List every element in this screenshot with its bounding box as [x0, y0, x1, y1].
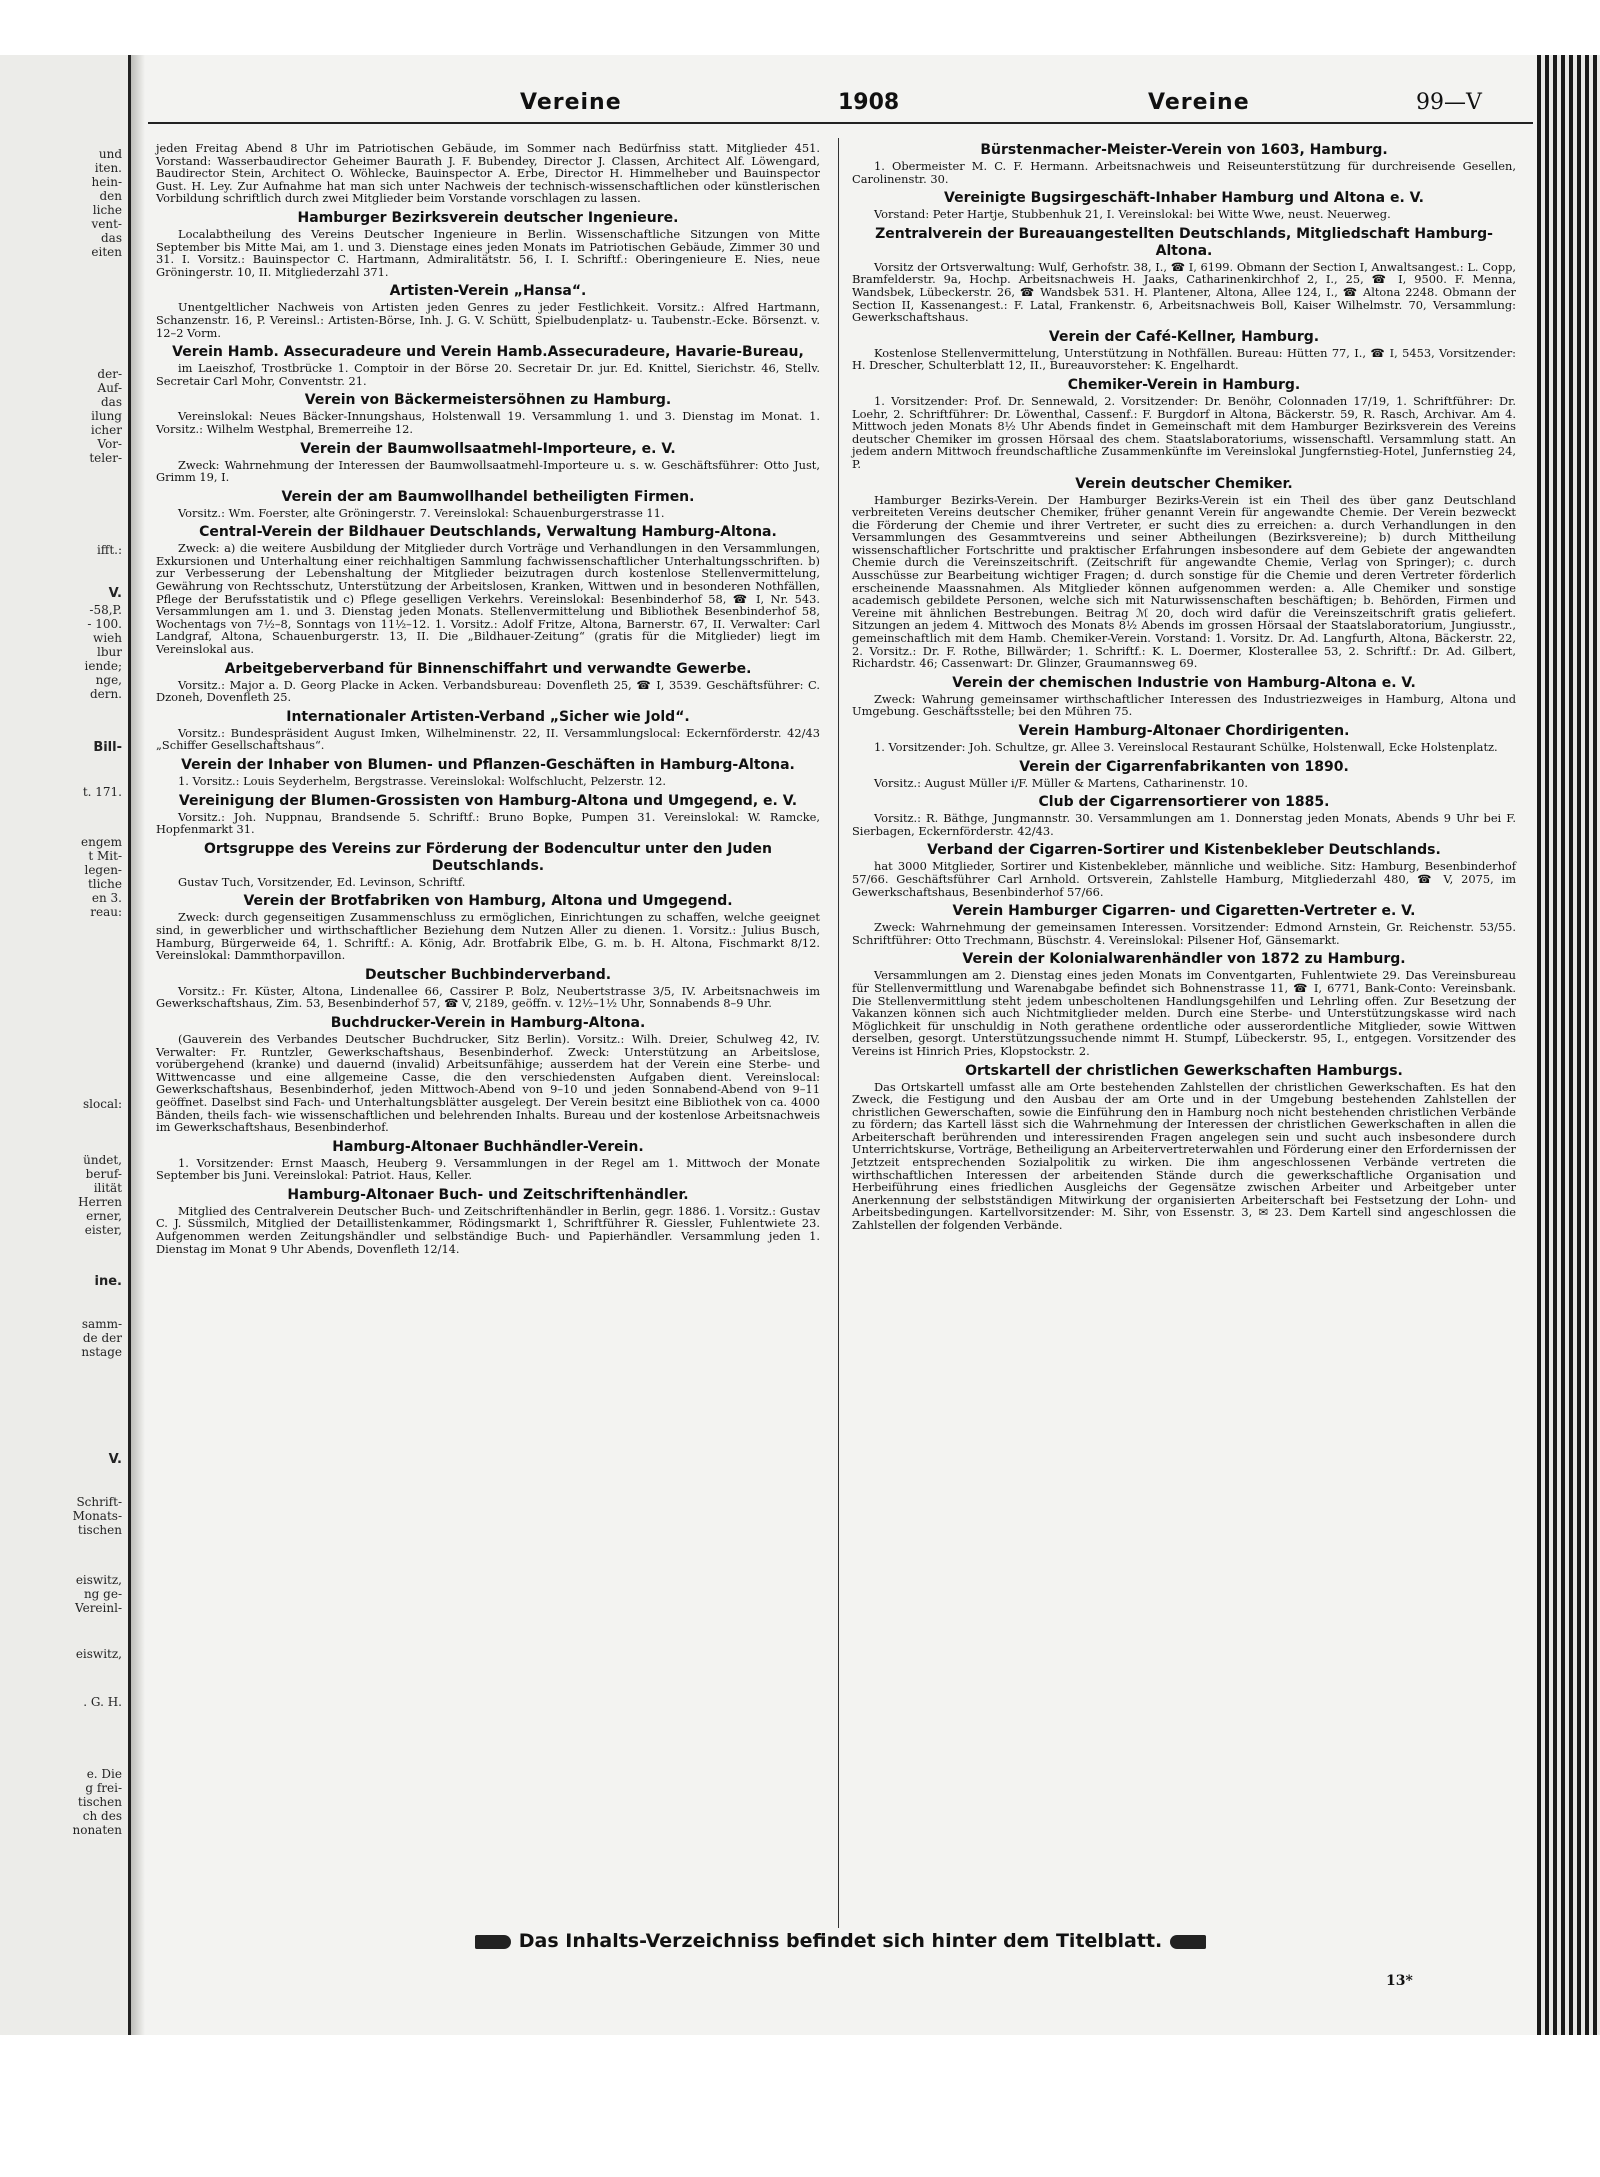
- previous-page-edge: [0, 55, 131, 2035]
- association-entry: [852, 377, 1516, 471]
- cut-off-text-fragment: ng ge-: [83, 1587, 122, 1601]
- association-name: Deutscher Buchbinderverband.: [364, 966, 612, 983]
- cut-off-text-fragment: V.: [108, 586, 122, 601]
- column-divider: [838, 138, 839, 1928]
- pointing-hand-left-icon: [1170, 1935, 1206, 1949]
- association-entry: [156, 661, 820, 704]
- association-entry: [852, 329, 1516, 372]
- cut-off-text-fragment: t. 171.: [82, 785, 122, 799]
- cut-off-text-fragment: V.: [108, 1452, 122, 1467]
- footer-notice-text: Das Inhalts-Verzeichniss befindet sich hinter dem Titelblatt.: [518, 1930, 1163, 1952]
- cut-off-text-fragment: teler-: [89, 451, 122, 465]
- association-name: Hamburg-Altonaer Buchhändler-Verein.: [332, 1138, 644, 1155]
- association-entry: [156, 210, 820, 278]
- cut-off-text-fragment: nonaten: [72, 1823, 122, 1837]
- association-details: 1. Vorsitzender: Ernst Maasch, Heuberg 9. Versammlungen in der Regel am 1. Mittwoch der Monate September bis Juni. Vereinslokal: Patriot. Haus, Keller.: [156, 1155, 820, 1183]
- association-name: Verein der Café-Kellner, Hamburg.: [1048, 328, 1320, 345]
- cut-off-text-fragment: lbur: [97, 645, 122, 659]
- association-details: Zweck: Wahrung gemeinsamer wirthschaftlicher Interessen des Industriezweiges in Hamburg, Altona und Umgebung. Geschäftsstelle; bei den Mühren 75.: [852, 691, 1516, 719]
- running-header: [148, 88, 1533, 124]
- cut-off-text-fragment: Schrift-: [76, 1495, 122, 1509]
- association-entry: [156, 142, 820, 205]
- cut-off-text-fragment: Herren: [78, 1195, 122, 1209]
- association-entry: [852, 842, 1516, 898]
- association-entry: [156, 893, 820, 961]
- cut-off-text-fragment: Vor-: [97, 437, 122, 451]
- association-name: Hamburg-Altonaer Buch- und Zeitschriftenhändler.: [287, 1186, 689, 1203]
- association-name: Hamburger Bezirksverein deutscher Ingenieure.: [297, 209, 679, 226]
- cut-off-text-fragment: vent-: [91, 217, 122, 231]
- cut-off-text-fragment: Monats-: [72, 1509, 122, 1523]
- cut-off-text-fragment: ündet,: [83, 1153, 122, 1167]
- association-details: Unentgeltlicher Nachweis von Artisten jeden Genres zu jeder Festlichkeit. Vorsitz.: Alfred Hartmann, Schanzenstr. 16, P. Vereinsl.: Artisten-Börse, Inh. J. G. V. Schütt, Spielbudenplatz- u. Taubenstr.-Ecke. Börsenzt. v. 12–2 Vorm.: [156, 300, 820, 340]
- association-details: Vorsitz.: Fr. Küster, Altona, Lindenallee 66, Cassirer P. Bolz, Neubertstrasse 3/5, IV. Arbeitsnachweis im Gewerkschaftshaus, Zim. 53, Besenbinderhof 57, ☎ V, 2189, geöffn. v. 12½–1½ Uhr, Sonnabends 8–9 Uhr.: [156, 983, 820, 1011]
- cut-off-text-fragment: Vereinl-: [75, 1601, 122, 1615]
- association-name: Verein der chemischen Industrie von Hamburg-Altona e. V.: [952, 674, 1416, 691]
- cut-off-text-fragment: de der: [82, 1331, 122, 1345]
- association-name: Internationaler Artisten-Verband „Sicher wie Jold“.: [286, 708, 690, 725]
- association-entry: [156, 967, 820, 1010]
- association-details: Vorsitz.: Wm. Foerster, alte Gröningerstr. 7. Vereinslokal: Schauenburgerstrasse 11.: [178, 505, 665, 520]
- book-gutter: [131, 55, 145, 2035]
- cut-off-text-fragment: nstage: [81, 1345, 122, 1359]
- association-details: 1. Obermeister M. C. F. Hermann. Arbeitsnachweis und Reiseunterstützung für durchreisende Gesellen, Carolinenstr. 30.: [852, 159, 1516, 186]
- association-details: Localabtheilung des Vereins Deutscher Ingenieure in Berlin. Wissenschaftliche Sitzungen von Mitte September bis Mitte Mai, am 1. und 3. Dienstage eines jeden Monats im Patriotischen Gebäude, Zimmer 30 und 31. I. Vorsitz.: Bauinspector C. Hartmann, Admiralitätstr. 56, I. I. Schriftf.: Oberingenieure E. Nies, neue Gröningerstr. 10, II. Mitgliederzahl 371.: [156, 226, 820, 279]
- cut-off-text-fragment: das: [101, 231, 122, 245]
- association-details: Vorsitz.: August Müller i/F. Müller & Martens, Catharinenstr. 10.: [874, 775, 1248, 790]
- association-details: Das Ortskartell umfasst alle am Orte bestehenden Zahlstellen der christlichen Gewerkschaften. Es hat den Zweck, die Festigung und den Ausbau der am Orte und in der Umgebung bestehenden Zahlstellen der christlichen Gewerschaften, sowie die Einführung den in Hamburg noch nicht bestehenden christlichen Verbände zu fördern; das Kartell lässt sich die Wahrnehmung der Interessen der christlichen Gewerkschaften in allen die Arbeiterschaft berührenden und interessirenden Fragen angelegen sein und sucht auch insbesondere durch Unterrichtskurse, Vorträge, Betheiligung an Arbeitervertreterwahlen und Förderung einer den Erfordernissen der Jetztzeit entsprechenden Sozialpolitik zu wirken. Die ihm angeschlossenen Verbände vertreten die wirthschaftlichen Interessen der arbeitenden Stände durch die gewerkschaftliche Organisation und Herbeiführung eines friedlichen Ausgleichs der Gegensätze zwischen Arbeiter und Arbeitgeber unter Anerkennung der selbstständigen Mitwirkung der organisierten Arbeiterschaft bei Festsetzung der Lohn- und Arbeitsbedingungen. Kartellvorsitzender: M. Sihr, von Essenstr. 3, ✉ 23. Dem Kartell sind angeschlossen die Zahlstellen der folgenden Verbände.: [852, 1079, 1516, 1233]
- association-name: Arbeitgeberverband für Binnenschiffahrt und verwandte Gewerbe.: [224, 660, 752, 677]
- association-name: Central-Verein der Bildhauer Deutschlands, Verwaltung Hamburg-Altona.: [199, 524, 777, 541]
- cut-off-text-fragment: beruf-: [85, 1167, 122, 1181]
- association-entry: [156, 441, 820, 484]
- footer-notice: [148, 1930, 1533, 1952]
- association-entry: [156, 709, 820, 752]
- cut-off-text-fragment: Auf-: [97, 381, 122, 395]
- cut-off-text-fragment: legen-: [84, 863, 122, 877]
- cut-off-text-fragment: eiswitz,: [75, 1647, 122, 1661]
- cut-off-text-fragment: tischen: [77, 1795, 122, 1809]
- association-details: Zweck: Wahrnehmung der Interessen der Baumwollsaatmehl-Importeure u. s. w. Geschäftsführer: Otto Just, Grimm 19, I.: [156, 457, 820, 485]
- association-details: 1. Vorsitz.: Louis Seyderhelm, Bergstrasse. Vereinslokal: Wolfschlucht, Pelzerstr. 12.: [178, 774, 667, 788]
- cut-off-text-fragment: ilung: [91, 409, 122, 423]
- association-entry: [852, 226, 1516, 324]
- association-details: Vereinslokal: Neues Bäcker-Innungshaus, Holstenwall 19. Versammlung 1. und 3. Dienstag im Monat. 1. Vorsitz.: Wilhelm Westphal, Bremerreihe 12.: [156, 409, 820, 436]
- page-stack-edge: [1537, 55, 1600, 2035]
- cut-off-text-fragment: g frei-: [85, 1781, 122, 1795]
- cut-off-text-fragment: icher: [90, 423, 122, 437]
- association-details: Gustav Tuch, Vorsitzender, Ed. Levinson, Schriftf.: [178, 874, 466, 889]
- cut-off-text-fragment: ilität: [93, 1181, 122, 1195]
- cut-off-text-fragment: t Mit-: [88, 849, 122, 863]
- association-name: Artisten-Verein „Hansa“.: [389, 283, 587, 300]
- association-name: Verein Hamburger Cigarren- und Cigaretten-Vertreter e. V.: [952, 903, 1416, 920]
- association-name: Verein der Baumwollsaatmehl-Importeure, e. V.: [300, 440, 676, 457]
- association-entry: [156, 344, 820, 387]
- association-name: Ortskartell der christlichen Gewerkschaften Hamburgs.: [965, 1062, 1403, 1079]
- association-details: Vorsitz.: Joh. Nuppnau, Brandsende 5. Schriftf.: Bruno Bopke, Pumpen 31. Vereinslokal: W. Ramcke, Hopfenmarkt 31.: [156, 809, 820, 837]
- association-entry: [156, 283, 820, 339]
- cut-off-text-fragment: eister,: [84, 1223, 122, 1237]
- cut-off-text-fragment: das: [101, 395, 122, 409]
- cut-off-text-fragment: -58,P.: [89, 603, 122, 617]
- cut-off-text-fragment: eiswitz,: [75, 1573, 122, 1587]
- association-details: (Gauverein des Verbandes Deutscher Buchdrucker, Sitz Berlin). Vorsitz.: Wilh. Dreier, Schulweg 42, IV. Verwalter: Fr. Runtzler, Gewerkschaftshaus, Besenbinderhof. Zweck: Unterstützung an Arbeitslose, vorübergehend (kranke) und dauernd (invalid) Arbeitsunfähige; ausserdem hat der Verein eine Sterbe- und Wittwencasse und eine allgemeine Casse, die den verschiedensten Aufgaben dient. Vereinslocal: Gewerkschaftshaus, Besenbinderhof, jeden Mittwoch-Abend von 9–10 und jeden Sonnabend-Abend von 9–11 geöffnet. Daselbst sind Fach- und Unterhaltungsblätter ausgelegt. Der Verein besitzt eine Bibliothek von ca. 4000 Bänden, theils fach- wie wissenschaftlichen und belehrenden Inhalts. Bureau und der kostenlose Arbeitsnachweis im Gewerkschaftshaus, Besenbinderhof.: [156, 1031, 820, 1135]
- cut-off-text-fragment: den: [99, 189, 122, 203]
- cut-off-text-fragment: eiten: [91, 245, 122, 259]
- association-details: Vorsitz.: Bundespräsident August Imken, Wilhelminenstr. 22, II. Versammlungslocal: Eckernförderstr. 42/43 „Schiffer Gesellschaftshaus“.: [156, 725, 820, 753]
- association-name: Verein deutscher Chemiker.: [1075, 475, 1293, 492]
- association-entry: [156, 1187, 820, 1255]
- header-section-right: Vereine: [1148, 90, 1250, 115]
- association-details: im Laeiszhof, Trostbrücke 1. Comptoir in der Börse 20. Secretair Dr. jur. Ed. Knittel, Sierichstr. 46, Stellv. Secretair Carl Mohr, Conventstr. 21.: [156, 361, 820, 388]
- association-name: Club der Cigarrensortierer von 1885.: [1038, 794, 1330, 811]
- association-entry: [156, 524, 820, 655]
- cut-off-text-fragment: hein-: [91, 175, 122, 189]
- cut-off-text-fragment: samm-: [81, 1317, 122, 1331]
- association-entry: [852, 675, 1516, 718]
- association-details: Zweck: durch gegenseitigen Zusammenschluss zu ermöglichen, Einrichtungen zu schaffen, welche geeignet sind, in gewerblicher und wirthschaftlicher Beziehung dem Nutzen Aller zu dienen. 1. Vorsitz.: Julius Busch, Hamburg, Bürgerweide 64, 1. Schriftf.: A. König, Adr. Brotfabrik Elbe, G. m. b. H. Altona, Fischmarkt 8/12. Vereinslokal: Dammthorpavillon.: [156, 910, 820, 963]
- cut-off-text-fragment: tliche: [87, 877, 122, 891]
- header-year: 1908: [838, 90, 900, 115]
- association-details: Zweck: a) die weitere Ausbildung der Mitglieder durch Vorträge und Verhandlungen in den Versammlungen, Exkursionen und Unterhaltung einer reichhaltigen Sammlung fachwissenschaftlicher Unterhaltungsschriften. b) zur Verbesserung der Lebenshaltung der Mitglieder beizutragen durch kostenlose Stellenvermittelung, Gewährung von Rechtsschutz, Unterstützung der Arbeitslosen, Kranken, Wittwen und in besonderen Nothfällen, Pflege der Berufsstatistik und c) Pflege geselligen Verkehrs. Vereinslokal: Besenbinderhof 58, ☎ I, Nr. 543. Versammlungen am 1. und 3. Dienstag jeden Monats. Stellenvermittelung und Bibliothek Besenbinderhof 58, Wochentags von 7½–8, Sonntags von 11½–12. 1. Vorsitz.: Adolf Fritze, Altona, Barnerstr. 67, II. Verwalter: Carl Landgraf, Altona, Schauenburgerstr. 13, II. Die „Bildhauer-Zeitung“ (gratis für die Mitglieder) liegt im Vereinslokal aus.: [156, 541, 820, 657]
- association-entry: [852, 476, 1516, 670]
- cut-off-text-fragment: iten.: [94, 161, 122, 175]
- association-name: Zentralverein der Bureauangestellten Deutschlands, Mitgliedschaft Hamburg-Altona.: [875, 225, 1493, 259]
- association-details: Mitglied des Centralverein Deutscher Buch- und Zeitschriftenhändler in Berlin, gegr. 1886. 1. Vorsitz.: Gustav C. J. Süssmilch, Mitglied der Detaillistenkammer, Rödingsmarkt 1, Schriftführer R. Giessler, Fuhlentwiete 23. Aufgenommen werden Zeitungshändler und selbständige Buch- und Papierhändler. Versammlung jeden 1. Dienstag im Monat 9 Uhr Abends, Dovenfleth 12/14.: [156, 1203, 820, 1256]
- cut-off-text-fragment: erner,: [86, 1209, 122, 1223]
- association-name: Verein der Brotfabriken von Hamburg, Altona und Umgegend.: [243, 893, 733, 910]
- right-column: [852, 142, 1516, 1237]
- association-entry: [156, 1139, 820, 1182]
- association-details: Hamburger Bezirks-Verein. Der Hamburger Bezirks-Verein ist ein Theil des über ganz Deutschland verbreiteten Vereins deutscher Chemiker, früher genannt Verein für angewandte Chemie. Der Verein bezweckt die Förderung der Chemie und ihrer Vertreter, er sucht dies zu erreichen: a. durch Verhandlungen in den Versammlungen des Gesammtvereins und seiner Abtheilungen (Bezirksvereine); b) durch Mittheilung wissenschaftlicher Fortschritte und praktischer Erfahrungen insbesondere auf dem Gebiete der angewandten Chemie durch die Vereinszeitschrift. (Zeitschrift für angewandte Chemie, Verlag von Springer); c. durch Ausschüsse zur Bearbeitung wichtiger Fragen; d. durch sonstige für die Chemie und deren Vertreter förderlich erscheinende Maassnahmen. Als Mitglieder können aufgenommen werden: a. Alle Chemiker und sonstige academisch gebildete Personen, welche sich mit Naturwissenschaften beschäftigen; b. Behörden, Firmen und Vereine mit ähnlichen Bestrebungen. Beitrag ℳ 20, doch wird dafür die Vereinszeitschrift gratis geliefert. Sitzungen an jedem 4. Mittwoch des Monats 8½ Abends im grossen Hörsaal der Staatslaboratorium, Jungiusstr., gemeinschaftlich mit dem Hamb. Chemiker-Verein. Vorstand: 1. Vorsitz. Dr. Ad. Langfurth, Altona, Bäckerstr. 22, 2. Vorsitz.: Dr. F. Rothe, Billwärder; 1. Schriftf.: K. L. Doermer, Klosterallee 53, 2. Schriftf.: Dr. Ad. Gilbert, Richardstr. 46; Cassenwart: Dr. Glinzer, Graumannsweg 69.: [852, 492, 1516, 671]
- association-entry: [852, 951, 1516, 1057]
- association-name: Verein Hamburg-Altonaer Chordirigenten.: [1018, 723, 1350, 739]
- association-details: Vorsitz der Ortsverwaltung: Wulf, Gerhofstr. 38, I., ☎ I, 6199. Obmann der Section I, Anwaltsangest.: L. Copp, Bramfelderstr. 9a, Hochp. Arbeitsnachweis H. Jaaks, Catharinenkirchhof 2, I., 25, ☎ I, 9500. F. Menna, Wandsbek, Lübeckerstr. 26, ☎ Wandsbek 531. H. Plantener, Altona, Allee 124, I., ☎ Altona 2248. Obmann der Section II, Kassenangest.: F. Latal, Frankenstr. 6, Arbeitsnachweis Boll, Kaiser Wilhelmstr. 70, Versammlung: Gewerkschaftshaus.: [852, 259, 1516, 325]
- cut-off-text-fragment: der-: [97, 367, 122, 381]
- cut-off-text-fragment: tischen: [77, 1523, 122, 1537]
- pointing-hand-right-icon: [475, 1935, 511, 1949]
- cut-off-text-fragment: ch des: [82, 1809, 122, 1823]
- association-entry: [852, 723, 1516, 754]
- cut-off-text-fragment: iende;: [84, 659, 122, 673]
- association-name: Vereinigung der Blumen-Grossisten von Hamburg-Altona und Umgegend, e. V.: [178, 792, 798, 809]
- association-name: Chemiker-Verein in Hamburg.: [1067, 376, 1301, 393]
- association-details: 1. Vorsitzender: Joh. Schultze, gr. Allee 3. Vereinslocal Restaurant Schülke, Holstenwall, Ecke Holstenplatz.: [874, 740, 1498, 754]
- association-entry: [852, 1063, 1516, 1232]
- cut-off-text-fragment: und: [98, 147, 122, 161]
- directory-page: [148, 80, 1533, 2030]
- association-entry: [852, 794, 1516, 837]
- printer-signature: 13*: [1386, 1973, 1413, 1989]
- cut-off-text-fragment: wieh: [93, 631, 122, 645]
- association-details: Vorstand: Peter Hartje, Stubbenhuk 21, I. Vereinslokal: bei Witte Wwe, neust. Neuerweg.: [874, 207, 1391, 222]
- association-name: Verein der am Baumwollhandel betheiligten Firmen.: [281, 488, 695, 505]
- cut-off-text-fragment: en 3.: [91, 891, 122, 905]
- association-details: Vorsitz.: R. Bäthge, Jungmannstr. 30. Versammlungen am 1. Donnerstag jeden Monats, Abends 9 Uhr bei F. Sierbagen, Eckernförderstr. 42/43.: [852, 811, 1516, 838]
- cut-off-text-fragment: Bill-: [93, 740, 122, 755]
- association-name: Verein der Kolonialwarenhändler von 1872 zu Hamburg.: [962, 951, 1406, 968]
- association-name: Ortsgruppe des Vereins zur Förderung der Bodencultur unter den Juden Deutschlands.: [204, 840, 772, 874]
- association-entry: [156, 489, 820, 520]
- cut-off-text-fragment: e. Die: [86, 1767, 122, 1781]
- association-entry: [156, 841, 820, 889]
- cut-off-text-fragment: - 100.: [87, 617, 122, 631]
- cut-off-text-fragment: slocal:: [83, 1097, 122, 1111]
- header-section-left: Vereine: [520, 90, 622, 115]
- cut-off-text-fragment: . G. H.: [83, 1695, 122, 1709]
- association-entry: [852, 190, 1516, 221]
- left-column: [156, 142, 820, 1260]
- cut-off-text-fragment: dern.: [89, 687, 122, 701]
- association-entry: [852, 142, 1516, 185]
- header-page-number: 99—V: [1416, 90, 1482, 115]
- association-details: Versammlungen am 2. Dienstag eines jeden Monats im Conventgarten, Fuhlentwiete 29. Das Vereinsbureau für Stellenvermittlung und Warenabgabe befindet sich Bohnenstrasse 11, ☎ I, 6771, Bank-Conto: Vereinsbank. Die Stellenvermittlung steht jedem unbescholtenen Handlungsgehilfen und Lehrling offen. Zur Besetzung der Vakanzen können sich auch Nichtmitglieder melden. Durch eine Sterbe- und Unterstützungskasse wird nach Möglichkeit für unschuldig in Noth gerathene ordentliche oder ausserordentliche Mitglieder, sowie Wittwen derselben, gesorgt. Unterstützungssuchende nimmt H. Stumpf, Lübeckerstr. 95, I., entgegen. Vorsitzender des Vereins ist Hinrich Pries, Klopstockstr. 2.: [852, 968, 1516, 1058]
- association-details: Vorsitz.: Major a. D. Georg Placke in Acken. Verbandsbureau: Dovenfleth 25, ☎ I, 3539. Geschäftsführer: C. Dzoneh, Dovenfleth 25.: [156, 677, 820, 705]
- cut-off-text-fragment: reau:: [90, 905, 122, 919]
- association-name: Verein von Bäckermeistersöhnen zu Hamburg.: [304, 392, 672, 409]
- cut-off-text-fragment: nge,: [95, 673, 122, 687]
- association-name: Verein Hamb. Assecuradeure und Verein Hamb.Assecuradeure, Havarie-Bureau,: [172, 344, 804, 361]
- association-name: Verein der Cigarrenfabrikanten von 1890.: [1019, 758, 1349, 775]
- association-name: Verein der Inhaber von Blumen- und Pflanzen-Geschäften in Hamburg-Altona.: [181, 757, 795, 773]
- association-entry: [852, 903, 1516, 946]
- association-entry: [156, 1015, 820, 1134]
- association-name: Buchdrucker-Verein in Hamburg-Altona.: [330, 1014, 646, 1031]
- association-name: Vereinigte Bugsirgeschäft-Inhaber Hamburg und Altona e. V.: [944, 190, 1424, 207]
- association-name: Bürstenmacher-Meister-Verein von 1603, Hamburg.: [980, 142, 1388, 158]
- cut-off-text-fragment: engem: [81, 835, 122, 849]
- cut-off-text-fragment: ine.: [94, 1274, 122, 1289]
- association-entry: [156, 392, 820, 435]
- association-entry: [852, 759, 1516, 790]
- association-entry: [156, 757, 820, 788]
- association-details: Zweck: Wahrnehmung der gemeinsamen Interessen. Vorsitzender: Edmond Arnstein, Gr. Reichenstr. 53/55. Schriftführer: Otto Trechmann, Büschstr. 4. Vereinslokal: Pilsener Hof, Gänsemarkt.: [852, 920, 1516, 947]
- association-entry: [156, 793, 820, 836]
- association-name: Verband der Cigarren-Sortirer und Kistenbekleber Deutschlands.: [927, 842, 1441, 859]
- association-details: jeden Freitag Abend 8 Uhr im Patriotischen Gebäude, im Sommer nach Bedürfniss statt. Mitglieder 451. Vorstand: Wasserbaudirector Geheimer Baurath J. F. Bubendey, Director J. Classen, Architect Alf. Löwengard, Baudirector Stein, Architect O. Wöhlecke, Bauinspector A. Erbe, Director H. Himmelheber und Bauinspector Gust. H. Ley. Zur Aufnahme hat man sich unter Nachweis der technisch-wissenschaftlichen oder künstlerischen Vorbildung schriftlich durch zwei Mitglieder beim Vorstande vorschlagen zu lassen.: [156, 141, 820, 206]
- association-details: Kostenlose Stellenvermittelung, Unterstützung in Nothfällen. Bureau: Hütten 77, I., ☎ I, 5453, Vorsitzender: H. Drescher, Schulterblatt 12, II., Bureauvorsteher: K. Engelhardt.: [852, 345, 1516, 373]
- cut-off-text-fragment: liche: [92, 203, 122, 217]
- cut-off-text-fragment: ifft.:: [96, 543, 122, 557]
- association-details: hat 3000 Mitglieder, Sortirer und Kistenbekleber, männliche und weibliche. Sitz: Hamburg, Besenbinderhof 57/66. Geschäftsführer Carl Arnhold. Ortsverein, Zahlstelle Hamburg, Mitgliederzahl 480, ☎ V, 2075, im Gewerkschaftshaus, Besenbinderhof 57/66.: [852, 859, 1516, 899]
- association-details: 1. Vorsitzender: Prof. Dr. Sennewald, 2. Vorsitzender: Dr. Benöhr, Colonnaden 17/19, 1. Schriftführer: Dr. Loehr, 2. Schriftführer: Dr. Löwenthal, Cassenf.: F. Burgdorf in Altona, Bäckerstr. 59, R. Rasch, Archivar. Am 4. Mittwoch jeden Monats 8½ Uhr Abends findet in Gemeinschaft mit dem Hamburger Bezirksverein des Vereins deutscher Chemiker im grossen Hörsaal des chem. Staatslaboratoriums, wissenschaftl. Versammlung statt. An jedem andern Mittwoch freundschaftliche Zusammenkünfte im Vereinslokal Jungfernstieg-Hotel, Junfernstieg 24, P.: [852, 393, 1516, 471]
